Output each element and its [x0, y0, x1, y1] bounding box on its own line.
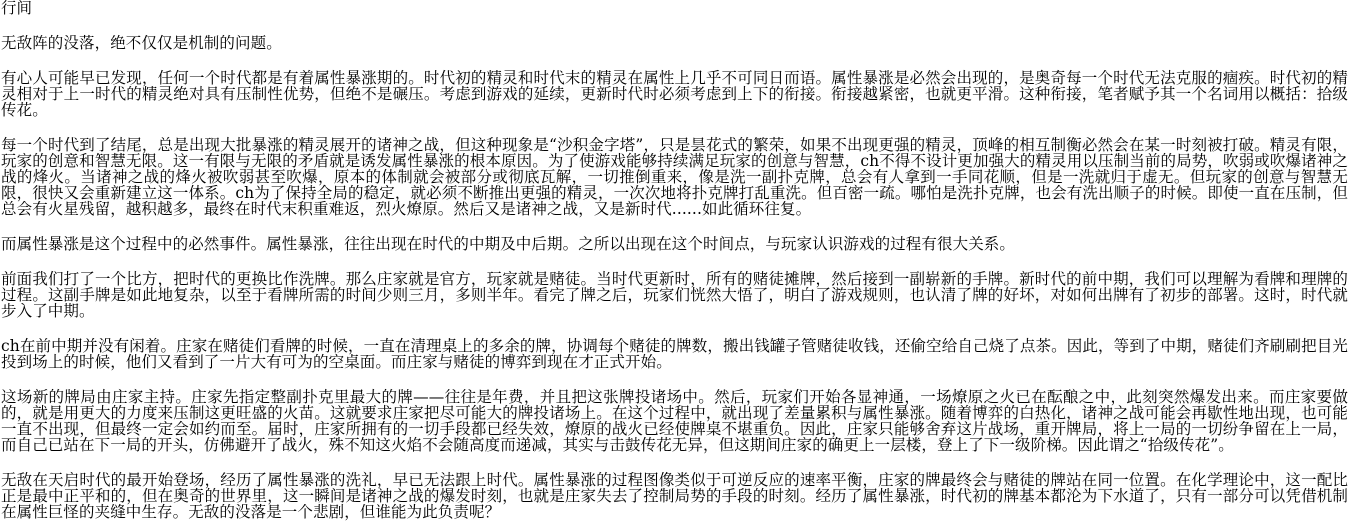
paragraph-6: ch在前中期并没有闲着。庄家在赌徒们看牌的时候，一直在清理桌上的多余的牌，协调每个赌徒的牌数，搬出钱罐子管赌徒收钱，还偷空给自己烧了点茶。因此，等到了中期，赌徒们齐刷刷把目光投到场上的时候，他们又看到了一片大有可为的空桌面。而庄家与赌徒的博弈到现在才正式开始。	[1, 337, 1348, 371]
paragraph-5: 前面我们打了一个比方，把时代的更换比作洗牌。那么庄家就是官方，玩家就是赌徒。当时代更新时，所有的赌徒摊牌，然后接到一副崭新的手牌。新时代的前中期，我们可以理解为看牌和理牌的过程。这副手牌是如此地复杂，以至于看牌所需的时间少则三月，多则半年。看完了牌之后，玩家们恍然大悟了，明白了游戏规则，也认清了牌的好坏，对如何出牌有了初步的部署。这时，时代就步入了中期。	[1, 270, 1348, 320]
paragraph-8: 无敌在天启时代的最开始登场，经历了属性暴涨的洗礼，早已无法跟上时代。属性暴涨的过程图像类似于可逆反应的速率平衡，庄家的牌最终会与赌徒的牌站在同一位置。在化学理论中，这一配比正是最中正平和的，但在奥奇的世界里，这一瞬间是诸神之战的爆发时刻，也就是庄家失去了控制局势的手段的时刻。经历了属性暴涨，时代初的牌基本都沦为下水道了，只有一部分可以凭借机制在属性巨怪的夹缝中生存。无敌的没落是一个悲剧，但谁能为此负责呢？	[1, 471, 1348, 521]
paragraph-4: 而属性暴涨是这个过程中的必然事件。属性暴涨，往往出现在时代的中期及中后期。之所以出现在这个时间点，与玩家认识游戏的过程有很大关系。	[1, 235, 1016, 253]
paragraph-1: 无敌阵的没落，绝不仅仅是机制的问题。	[1, 34, 282, 52]
paragraph-7: 这场新的牌局由庄家主持。庄家先指定整副扑克里最大的牌——往往是年费，并且把这张牌投诸场中。然后，玩家们开始各显神通，一场燎原之火已在酝酿之中，此刻突然爆发出来。而庄家要做的，就是用更大的力度来压制这更旺盛的火苗。这就要求庄家把尽可能大的牌投诸场上。在这个过程中，就出现了差量累积与属性暴涨。随着博弈的白热化，诸神之战可能会再歇性地出现，也可能一直不出现，但最终一定会如约而至。届时，庄家所拥有的一切手段都已经失效，燎原的战火已经使牌桌不堪重负。因此，庄家只能够舍弃这片战场，重开牌局，将上一局的一切纷争留在上一局，而自己已站在下一局的开头，仿佛避开了战火，殊不知这火焰不会随高度而递减，其实与击鼓传花无异，但这期间庄家的确更上一层楼，登上了下一级阶梯。因此谓之“拾级传花”。	[1, 388, 1348, 454]
paragraph-2: 有心人可能早已发现，任何一个时代都是有着属性暴涨期的。时代初的精灵和时代末的精灵在属性上几乎不可同日而语。属性暴涨是必然会出现的，是奥奇每一个时代无法克服的痼疾。时代初的精灵相对于上一时代的精灵绝对具有压制性优势，但绝不是碾压。考虑到游戏的延续，更新时代时必须考虑到上下的衔接。衔接越紧密，也就更平滑。这种衔接，笔者赋予其一个名词用以概括：拾级传花。	[1, 69, 1348, 119]
paragraph-3: 每一个时代到了结尾，总是出现大批暴涨的精灵展开的诸神之战，但这种现象是“沙积金字塔”，只是昙花式的繁荣，如果不出现更强的精灵，顶峰的相互制衡必然会在某一时刻被打破。精灵有限，玩家的创意和智慧无限。这一有限与无限的矛盾就是诱发属性暴涨的根本原因。为了使游戏能够持续满足玩家的创意与智慧，ch不得不设计更加强大的精灵用以压制当前的局势，吹弱或吹爆诸神之战的烽火。当诸神之战的烽火被吹弱甚至吹爆，原本的体制就会被部分或彻底瓦解，一切推倒重来，像是洗一副扑克牌，总会有人拿到一手同花顺，但是一洗就归于虚无。但玩家的创意与智慧无限，很快又会重新建立这一体系。ch为了保持全局的稳定，就必须不断推出更强的精灵，一次次地将扑克牌打乱重洗。但百密一疏。哪怕是洗扑克牌，也会有洗出顺子的时候。即使一直在压制，但总会有火星残留，越积越多，最终在时代末积重难返，烈火燎原。然后又是诸神之战，又是新时代......如此循环往复。	[1, 136, 1348, 218]
document-title: 行间	[1, 0, 33, 17]
